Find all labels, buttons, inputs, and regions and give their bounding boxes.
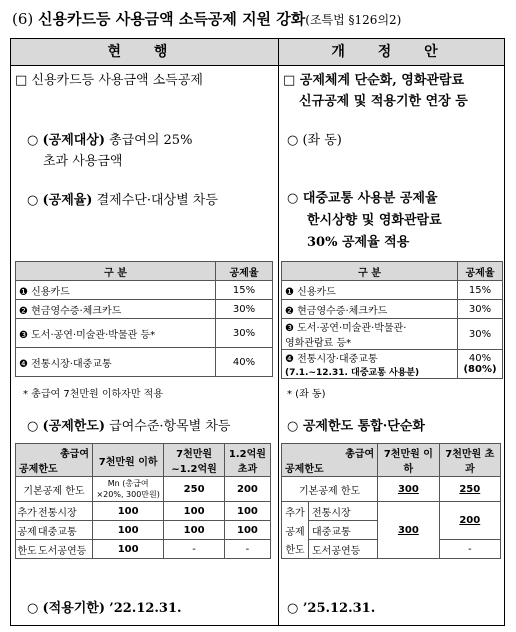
law-reference: (조특법 §126의2)	[305, 13, 402, 27]
right-p1: ○ 대중교통 사용분 공제율	[287, 191, 438, 206]
section-number: (6)	[12, 10, 34, 28]
comparison-table	[10, 38, 505, 626]
left-target-2: 초과 사용금액	[43, 154, 123, 169]
section-title	[12, 8, 401, 29]
left-rate-table: 구 분 공제율 ❶ 신용카드 15% ❷ 현금영수증·체크카드 30% ❸ 도서·공연·미술관·박물관 등* 30% ❹ 전통시장·대중교통 40%	[15, 261, 273, 377]
right-limit-table: 총급여 공제한도 7천만원 이하 7천만원 초과 기본공제 한도 300 250 추가 전통시장 300 200 공제 대중교통 한도 도서공연등 -	[281, 443, 501, 559]
right-item-2: 신규공제 및 적용기한 연장 등	[299, 94, 468, 109]
left-target: ○ (공제대상) 총급여의 25%	[27, 133, 193, 148]
left-rate: ○ (공제율) 결제수단·대상별 차등	[27, 193, 218, 208]
right-p3: 30% 공제율 적용	[307, 235, 410, 250]
header-proposed: 개 정 안	[279, 39, 504, 66]
left-period: ○ (적용기한) ’22.12.31.	[27, 601, 182, 616]
right-item-1: □ 공제체계 단순화, 영화관람료	[283, 73, 465, 88]
right-same: ○ (좌 동)	[287, 133, 342, 148]
right-limit: ○ 공제한도 통합·단순화	[287, 419, 425, 434]
left-item: □ 신용카드등 사용금액 소득공제	[15, 73, 203, 88]
right-period: ○ ’25.12.31.	[287, 601, 376, 616]
column-divider	[278, 39, 279, 625]
left-limit-table: 총급여 공제한도 7천만원 이하 7천만원 ~1.2억원 1.2억원 초과 기본공제 한도 Mn (총급여 ×20%, 300만원) 250 200 추가전통시장 100 100 100 공제대중교통 100 100 100 한도도서공연등 100 - -	[15, 443, 271, 559]
header-current: 현 행	[11, 39, 278, 66]
right-p2: 한시상향 및 영화관람료	[307, 213, 442, 228]
section-heading: 신용카드등 사용금액 소득공제 지원 강화	[38, 10, 306, 28]
left-note: * 총급여 7천만원 이하자만 적용	[23, 389, 163, 400]
left-limit: ○ (공제한도) 급여수준·항목별 차등	[27, 419, 231, 434]
right-rate-table: 구 분 공제율 ❶ 신용카드 15% ❷ 현금영수증·체크카드 30% ❸ 도서·공연·미술관·박물관· 영화관람료 등* 30% ❹ 전통시장·대중교통 (7.1.~12.31. 대중교통 사용분) 40% (80%)	[281, 261, 503, 379]
right-note: * (좌 동)	[287, 389, 326, 400]
